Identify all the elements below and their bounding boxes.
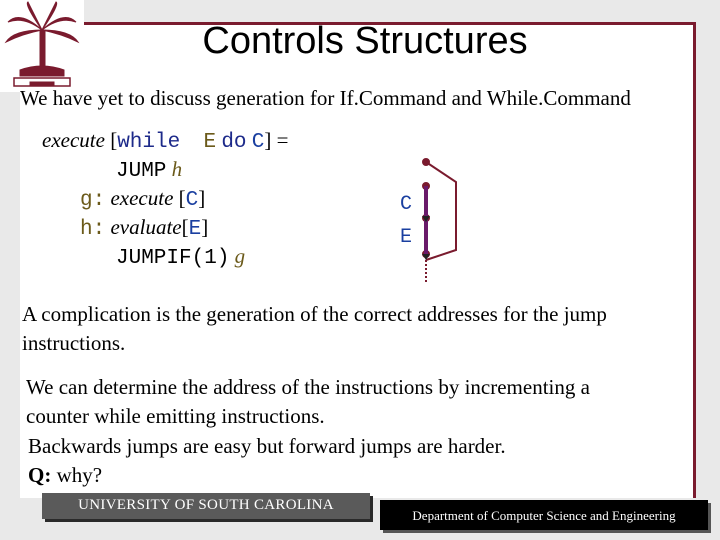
code-cmd-c: C (251, 131, 265, 154)
diagram-label-c: C (400, 193, 413, 216)
code-keyword-do: do (221, 131, 247, 154)
diagram-label-e: E (400, 226, 413, 249)
paragraph-2-line-2: counter while emitting instructions. (26, 404, 325, 428)
code-line-3 (80, 186, 205, 212)
code-execute: execute (42, 128, 105, 152)
paragraph-2-line-1: We can determine the address of the instructions by incrementing a (26, 375, 590, 399)
control-flow-diagram (380, 150, 470, 290)
code-bracket-open-3: [ (181, 215, 189, 239)
footer-department: Department of Computer Science and Engineering (380, 500, 708, 530)
code-cmd-c-2: C (185, 189, 199, 212)
code-execute-c: execute (110, 186, 174, 210)
code-line-2 (116, 157, 182, 183)
code-bracket-close-eq: ] = (264, 128, 289, 152)
code-jumpif: JUMPIF(1) (116, 247, 230, 270)
diagram-forward-jump-path (426, 162, 456, 210)
code-line-4 (80, 215, 208, 241)
paragraph-2-line-3: Backwards jumps are easy but forward jumps are harder. (28, 434, 506, 458)
code-label-g-ref: g (234, 244, 246, 268)
diagram-back-jump-path (426, 210, 456, 260)
code-label-g: g: (80, 189, 106, 212)
question-label: Q: (28, 463, 52, 487)
question-line (28, 463, 102, 488)
question-text: why? (51, 463, 103, 487)
code-bracket-close-3: ] (201, 215, 209, 239)
paragraph-1-line-2: instructions. (22, 331, 126, 355)
code-line-5 (116, 244, 245, 270)
code-bracket-open: [ (110, 128, 118, 152)
paragraph-1-line-1: A complication is the generation of the correct addresses for the jump (22, 302, 607, 326)
code-keyword-while: while (117, 131, 181, 154)
code-bracket-open-2: [ (178, 186, 186, 210)
code-expr-e: E (203, 131, 217, 154)
intro-text: We have yet to discuss generation for If.Command and While.Command (20, 86, 631, 110)
code-bracket-close-2: ] (198, 186, 206, 210)
university-logo (0, 0, 84, 92)
footer-university: UNIVERSITY OF SOUTH CAROLINA (42, 493, 370, 519)
slide-title: Controls Structures (202, 20, 528, 62)
code-label-h-ref: h (171, 157, 183, 181)
code-label-h: h: (80, 218, 106, 241)
code-evaluate: evaluate (110, 215, 182, 239)
code-line-1 (42, 128, 289, 154)
code-expr-e-2: E (188, 218, 202, 241)
code-jump: JUMP (116, 160, 167, 183)
